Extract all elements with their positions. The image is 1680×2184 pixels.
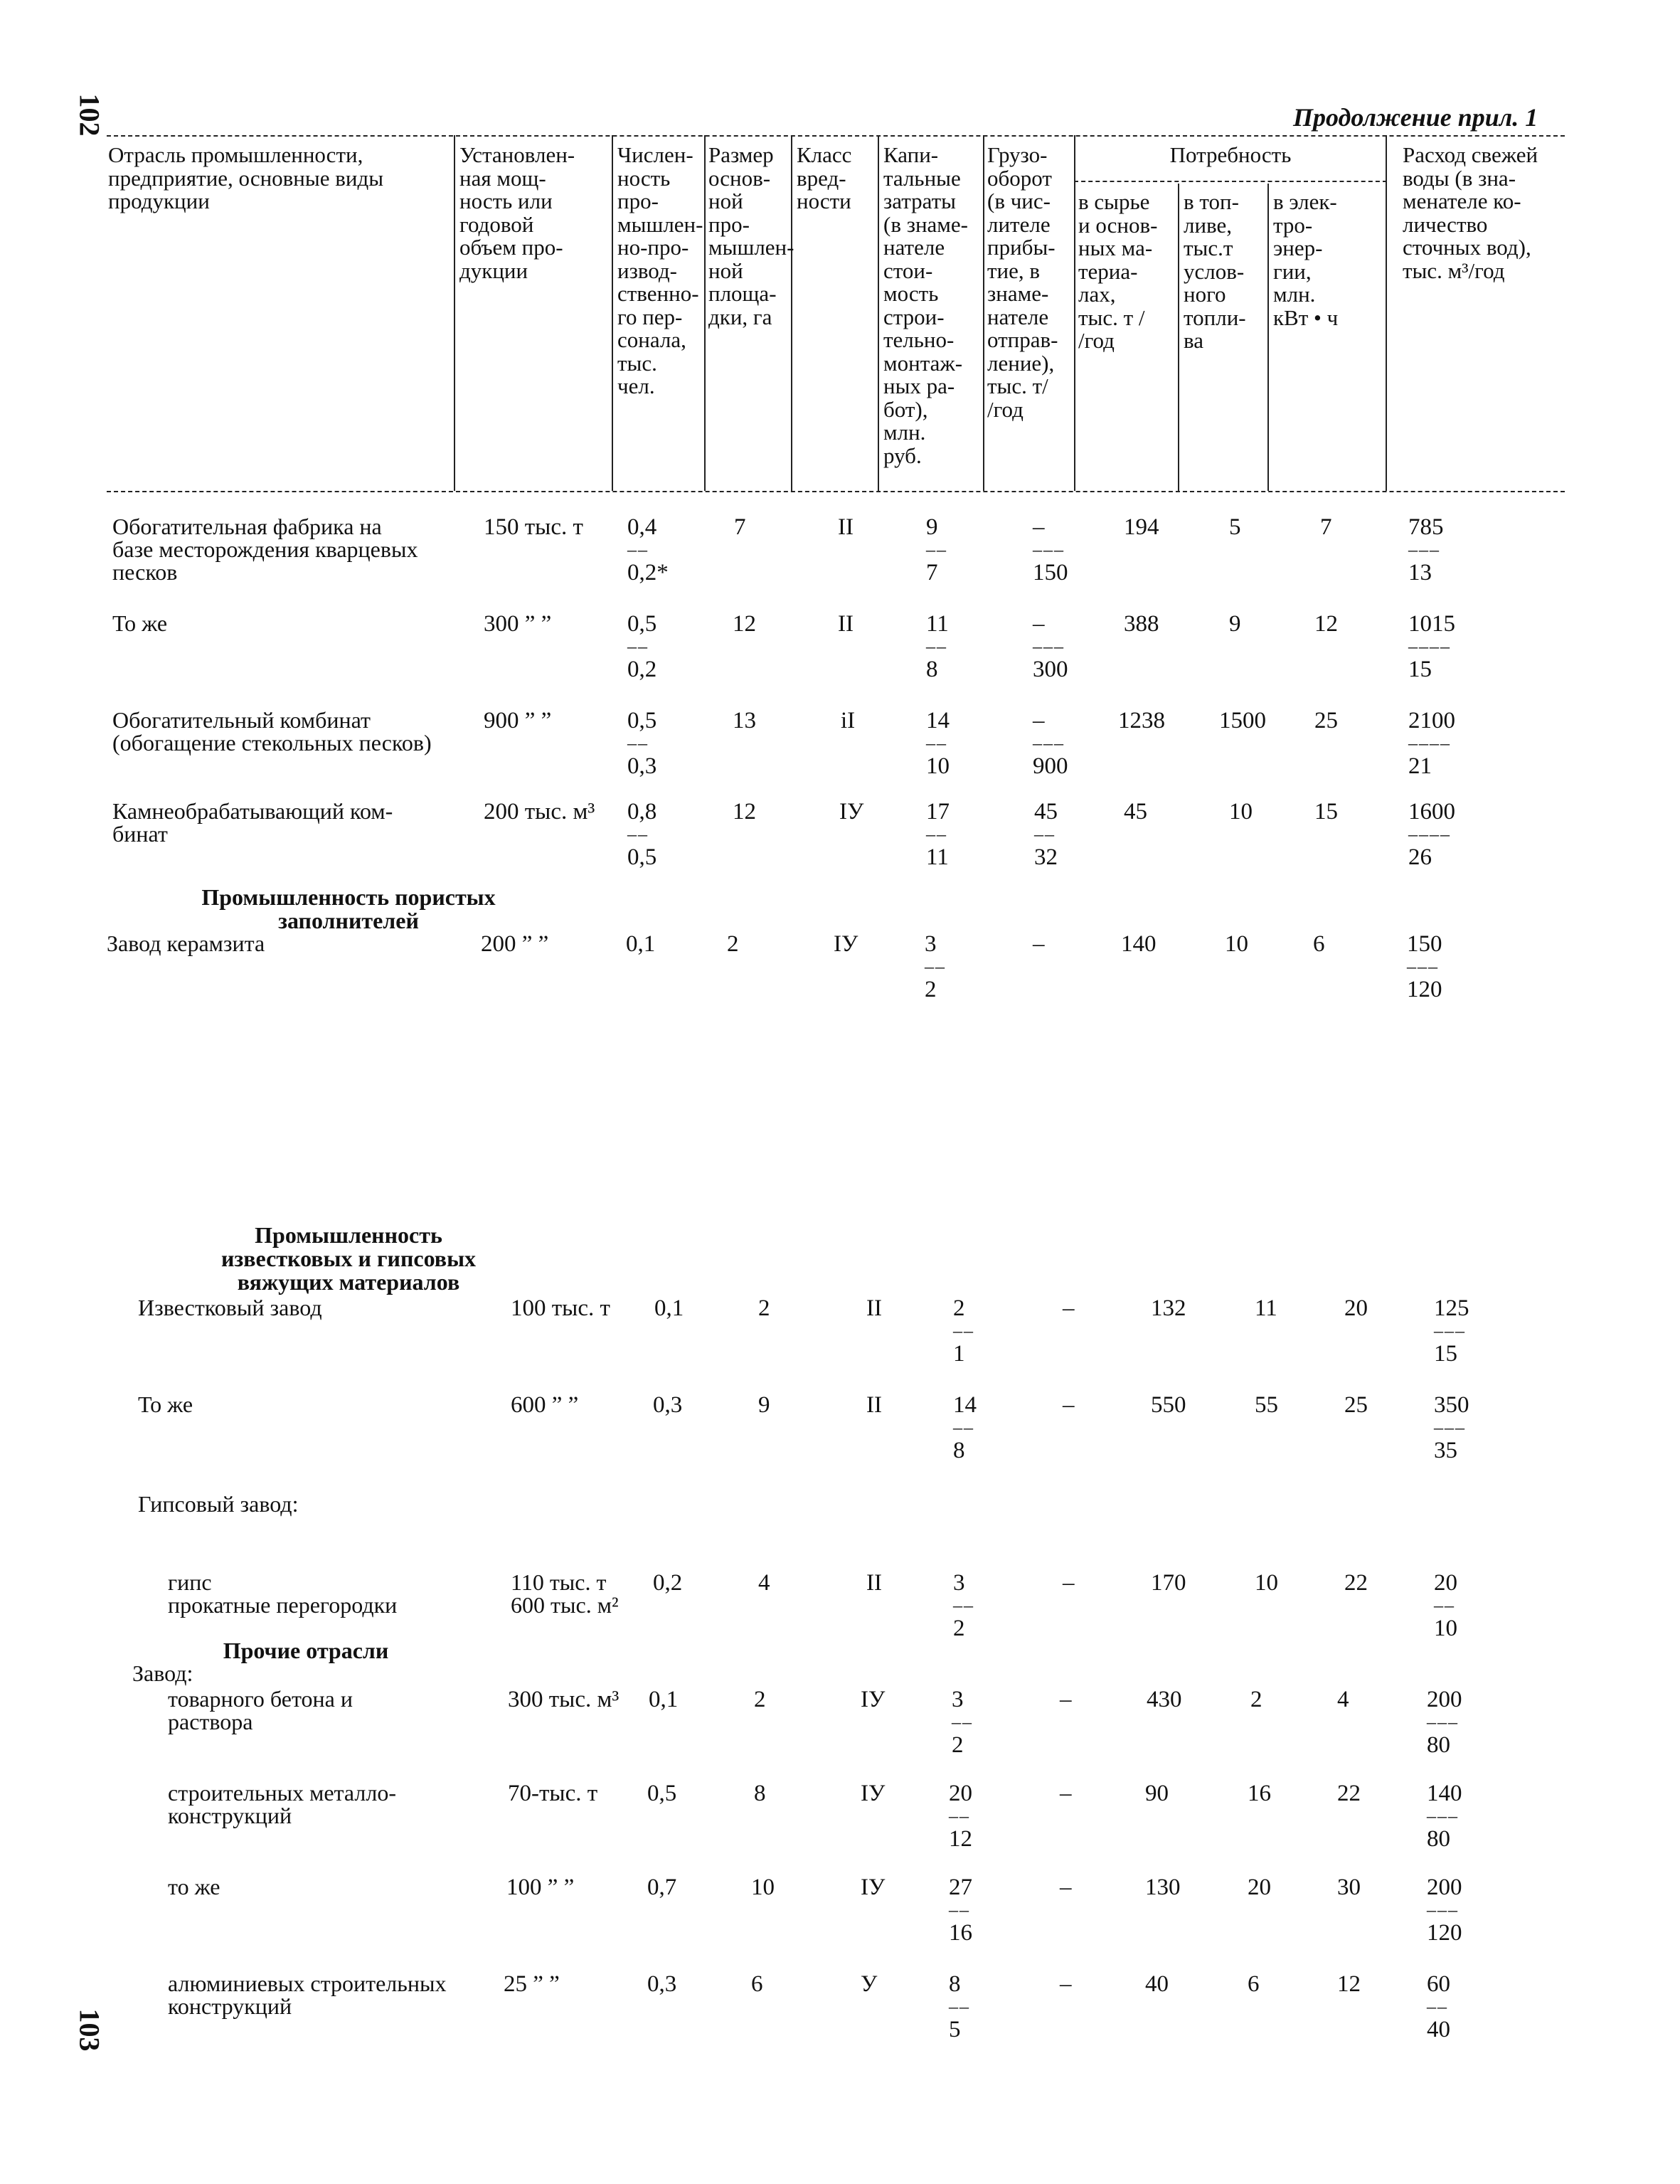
row-area: 2 <box>758 1295 770 1321</box>
row-need-raw: 90 <box>1145 1781 1169 1806</box>
row-capex: 14 –– 8 <box>953 1392 977 1463</box>
row-capex: 9 –– 7 <box>926 514 947 585</box>
header-need-raw: в сырье и основ- ных ма- териа- лах, тыс. т / /год <box>1078 189 1158 353</box>
row-need-fuel: 6 <box>1248 1971 1260 1997</box>
row-staff: 0,1 <box>649 1687 679 1712</box>
row-water: 20 –– 10 <box>1434 1570 1457 1641</box>
row-capacity: 100 тыс. т <box>511 1295 610 1321</box>
row-class: II <box>866 1570 882 1596</box>
row-area: 8 <box>754 1781 766 1806</box>
col-sep <box>1386 135 1387 491</box>
row-class: IУ <box>834 931 858 957</box>
row-class: iI <box>841 708 856 733</box>
col-sep <box>878 135 879 491</box>
row-capacity: 100 ” ” <box>506 1875 575 1900</box>
row-capex: 3 –– 2 <box>953 1570 974 1641</box>
row-need-fuel: 2 <box>1250 1687 1262 1712</box>
row-capex: 11 –– 8 <box>926 611 949 682</box>
row-need-power: 6 <box>1313 931 1325 957</box>
row-capacity: 300 тыс. м³ <box>508 1687 620 1712</box>
row-name: то же <box>168 1874 220 1899</box>
col-sep <box>454 135 455 491</box>
row-freight: – <box>1063 1570 1075 1596</box>
header-water: Расход свежей воды (в зна- менателе ко- личество сточных вод), тыс. м³/год <box>1403 142 1538 283</box>
group-label: Гипсовый завод: <box>138 1491 299 1517</box>
header-need-fuel: в топ- ливе, тыс.т услов- ного топли- ва <box>1184 189 1246 353</box>
row-freight: – <box>1063 1295 1075 1321</box>
row-staff: 0,1 <box>626 931 656 957</box>
row-area: 12 <box>733 611 756 637</box>
col-sep <box>1267 184 1269 491</box>
row-freight: – <box>1063 1392 1075 1418</box>
row-capacity: 150 тыс. т <box>484 514 583 540</box>
row-staff: 0,8 –– 0,5 <box>627 799 657 870</box>
row-need-power: 7 <box>1320 514 1332 540</box>
row-capacity: 25 ” ” <box>504 1971 560 1997</box>
row-water: 60 –– 40 <box>1427 1971 1450 2042</box>
row-water: 785 ––– 13 <box>1408 514 1444 585</box>
row-name: строительных металло- конструкций <box>168 1780 396 1828</box>
row-water: 2100 –––– 21 <box>1408 708 1455 779</box>
row-staff: 0,5 <box>647 1781 677 1806</box>
header-staff: Числен- ность про- мышлен- но-про- извод- ственно- го пер- сонала, тыс. чел. <box>617 142 703 398</box>
row-area: 9 <box>758 1392 770 1418</box>
row-freight: – ––– 300 <box>1033 611 1068 682</box>
row-class: II <box>866 1392 882 1418</box>
row-area: 10 <box>751 1875 775 1900</box>
row-staff: 0,2 <box>653 1570 683 1596</box>
page-number-top: 102 <box>73 93 106 137</box>
row-class: II <box>838 514 854 540</box>
header-capex: Капи- тальные затраты (в знаме- нателе стои- мость строи- тельно- монтаж- ных ра- бот), млн. руб. <box>883 142 969 468</box>
row-area: 6 <box>751 1971 763 1997</box>
row-class: IУ <box>839 799 864 825</box>
row-water: 140 ––– 80 <box>1427 1781 1462 1852</box>
row-capex: 20 –– 12 <box>949 1781 972 1852</box>
row-freight: – ––– 150 <box>1033 514 1068 585</box>
row-need-fuel: 10 <box>1225 931 1248 957</box>
row-class: IУ <box>861 1875 886 1900</box>
row-name: То же <box>138 1391 193 1417</box>
row-need-raw: 430 <box>1147 1687 1182 1712</box>
row-need-raw: 130 <box>1145 1875 1181 1900</box>
row-need-raw: 140 <box>1121 931 1157 957</box>
row-capacity: 70-тыс. т <box>508 1781 598 1806</box>
section-heading: Промышленность известковых и гипсовых вяжущих материалов <box>220 1222 477 1295</box>
row-area: 2 <box>754 1687 766 1712</box>
row-freight: – <box>1033 931 1045 957</box>
row-capacity: 200 ” ” <box>481 931 549 957</box>
row-freight: – <box>1060 1781 1072 1806</box>
header-capacity: Установлен- ная мощ- ность или годовой объем про- дукции <box>459 142 575 283</box>
col-sep <box>1178 184 1179 491</box>
row-need-power: 15 <box>1314 799 1338 825</box>
row-name: Обогатительный комбинат (обогащение стекольных песков) <box>112 707 432 756</box>
row-capacity: 300 ” ” <box>484 611 552 637</box>
row-class: II <box>866 1295 882 1321</box>
header-bottom-rule <box>107 491 1565 492</box>
row-need-fuel: 10 <box>1229 799 1253 825</box>
row-capex: 8 –– 5 <box>949 1971 970 2042</box>
header-area: Размер основ- ной про- мышлен- ной площа- дки, га <box>708 142 794 329</box>
row-need-raw: 550 <box>1151 1392 1186 1418</box>
section-heading: Прочие отрасли <box>223 1638 389 1663</box>
row-freight: – <box>1060 1875 1072 1900</box>
row-area: 13 <box>733 708 756 733</box>
row-capex: 2 –– 1 <box>953 1295 974 1367</box>
row-name: гипс прокатные перегородки <box>168 1569 398 1618</box>
row-water: 1015 –––– 15 <box>1408 611 1455 682</box>
row-need-raw: 170 <box>1151 1570 1186 1596</box>
row-freight: 45 –– 32 <box>1034 799 1058 870</box>
row-need-power: 30 <box>1337 1875 1361 1900</box>
need-group-rule <box>1074 181 1387 182</box>
row-need-power: 25 <box>1344 1392 1368 1418</box>
row-class: У <box>861 1971 878 1997</box>
row-need-raw: 45 <box>1124 799 1147 825</box>
row-area: 4 <box>758 1570 770 1596</box>
row-need-fuel: 55 <box>1255 1392 1278 1418</box>
page-number-bottom: 103 <box>73 2008 106 2052</box>
header-top-rule <box>107 135 1565 137</box>
row-staff: 0,3 <box>647 1971 677 1997</box>
row-name: Известковый завод <box>138 1295 322 1320</box>
row-water: 200 ––– 80 <box>1427 1687 1462 1758</box>
row-need-fuel: 16 <box>1248 1781 1271 1806</box>
row-water: 350 ––– 35 <box>1434 1392 1469 1463</box>
row-need-fuel: 5 <box>1229 514 1241 540</box>
row-freight: – <box>1060 1687 1072 1712</box>
col-sep <box>1074 135 1075 491</box>
row-water: 200 ––– 120 <box>1427 1875 1462 1946</box>
row-capex: 27 –– 16 <box>949 1875 972 1946</box>
header-industry: Отрасль промышленности, предприятие, основные виды продукции <box>108 142 384 213</box>
row-name: товарного бетона и раствора <box>168 1686 353 1734</box>
row-staff: 0,4 –– 0,2* <box>627 514 669 585</box>
row-need-raw: 132 <box>1151 1295 1186 1321</box>
row-need-power: 22 <box>1337 1781 1361 1806</box>
row-freight: – ––– 900 <box>1033 708 1068 779</box>
continuation-label: Продолжение прил. 1 <box>1293 103 1538 132</box>
group-label: Завод: <box>132 1660 193 1686</box>
row-need-power: 12 <box>1337 1971 1361 1997</box>
row-need-raw: 388 <box>1124 611 1159 637</box>
row-area: 12 <box>733 799 756 825</box>
header-hazard: Класс вред- ности <box>797 142 852 213</box>
col-sep <box>612 135 613 491</box>
row-area: 7 <box>734 514 746 540</box>
row-need-raw: 194 <box>1124 514 1159 540</box>
row-class: IУ <box>861 1687 886 1712</box>
row-name: алюминиевых строительных конструкций <box>168 1971 447 2019</box>
row-capacity: 600 ” ” <box>511 1392 579 1418</box>
row-capacity: 900 ” ” <box>484 708 552 733</box>
row-staff: 0,5 –– 0,3 <box>627 708 657 779</box>
row-area: 2 <box>727 931 739 957</box>
row-need-fuel: 10 <box>1255 1570 1278 1596</box>
row-class: II <box>838 611 854 637</box>
row-water: 150 ––– 120 <box>1407 931 1442 1002</box>
row-need-fuel: 20 <box>1248 1875 1271 1900</box>
row-name: Завод керамзита <box>107 931 265 956</box>
row-staff: 0,7 <box>647 1875 677 1900</box>
row-capex: 17 –– 11 <box>926 799 950 870</box>
row-capex: 3 –– 2 <box>952 1687 973 1758</box>
row-need-power: 4 <box>1337 1687 1349 1712</box>
row-need-power: 22 <box>1344 1570 1368 1596</box>
row-need-power: 20 <box>1344 1295 1368 1321</box>
row-capacity: 200 тыс. м³ <box>484 799 595 825</box>
header-need-power: в элек- тро- энер- гии, млн. кВт • ч <box>1273 189 1339 330</box>
row-capex: 14 –– 10 <box>926 708 950 779</box>
row-name: Камнеобрабатывающий ком- бинат <box>112 798 393 847</box>
header-freight: Грузо- оборот (в чис- лителе прибы- тие, в знаме- нателе отправ- ление), тыс. т/ /год <box>987 142 1058 422</box>
row-class: IУ <box>861 1781 886 1806</box>
row-need-power: 25 <box>1314 708 1338 733</box>
row-need-raw: 40 <box>1145 1971 1169 1997</box>
row-freight: – <box>1060 1971 1072 1997</box>
row-need-fuel: 9 <box>1229 611 1241 637</box>
header-need-group: Потребность <box>1169 142 1292 167</box>
row-need-fuel: 11 <box>1255 1295 1277 1321</box>
row-staff: 0,3 <box>653 1392 683 1418</box>
row-need-fuel: 1500 <box>1219 708 1266 733</box>
row-name: Обогатительная фабрика на базе месторождения кварцевых песков <box>112 514 418 585</box>
row-capacity: 110 тыс. т 600 тыс. м² <box>511 1569 619 1618</box>
col-sep <box>983 135 984 491</box>
row-need-power: 12 <box>1314 611 1338 637</box>
row-staff: 0,1 <box>654 1295 684 1321</box>
row-need-raw: 1238 <box>1118 708 1165 733</box>
row-name: То же <box>112 610 168 636</box>
row-water: 1600 –––– 26 <box>1408 799 1455 870</box>
section-heading: Промышленность пористых заполнителей <box>201 884 496 933</box>
row-water: 125 ––– 15 <box>1434 1295 1469 1367</box>
row-staff: 0,5 –– 0,2 <box>627 611 657 682</box>
row-capex: 3 –– 2 <box>925 931 946 1002</box>
col-sep <box>704 135 706 491</box>
